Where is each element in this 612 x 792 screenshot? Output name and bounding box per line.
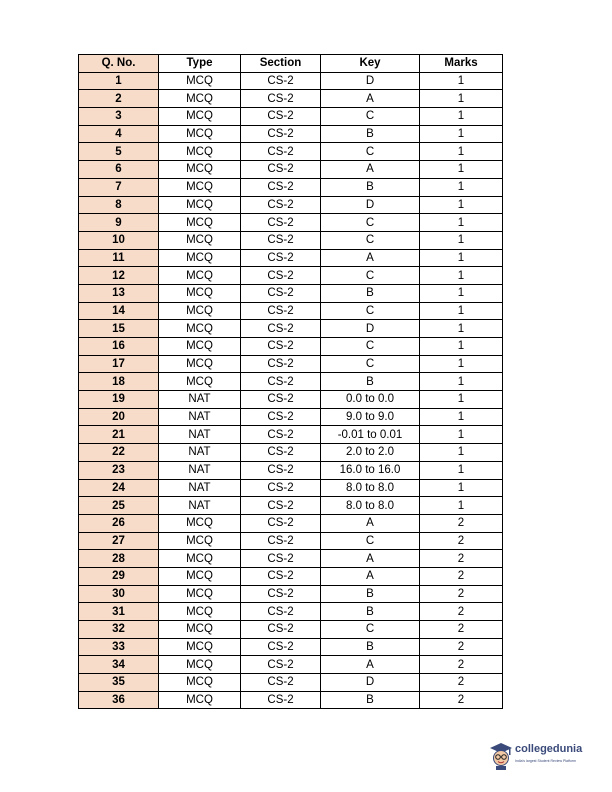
cell-qno: 30 bbox=[79, 585, 159, 603]
cell-type: MCQ bbox=[159, 355, 241, 373]
cell-key: D bbox=[321, 72, 420, 90]
cell-qno: 16 bbox=[79, 338, 159, 356]
cell-section: CS-2 bbox=[241, 638, 321, 656]
cell-qno: 21 bbox=[79, 426, 159, 444]
cell-type: MCQ bbox=[159, 196, 241, 214]
cell-qno: 31 bbox=[79, 603, 159, 621]
table-row bbox=[79, 408, 503, 426]
cell-key: C bbox=[321, 143, 420, 161]
cell-key: C bbox=[321, 355, 420, 373]
cell-marks: 1 bbox=[420, 143, 503, 161]
cell-section: CS-2 bbox=[241, 284, 321, 302]
header-row bbox=[79, 55, 503, 73]
table-row bbox=[79, 267, 503, 285]
cell-type: MCQ bbox=[159, 302, 241, 320]
cell-type: MCQ bbox=[159, 178, 241, 196]
cell-section: CS-2 bbox=[241, 391, 321, 409]
cell-marks: 2 bbox=[420, 674, 503, 692]
cell-marks: 2 bbox=[420, 638, 503, 656]
cell-marks: 2 bbox=[420, 603, 503, 621]
cell-marks: 2 bbox=[420, 514, 503, 532]
cell-type: MCQ bbox=[159, 320, 241, 338]
cell-type: MCQ bbox=[159, 231, 241, 249]
cell-qno: 26 bbox=[79, 514, 159, 532]
table-body bbox=[79, 72, 503, 709]
cell-section: CS-2 bbox=[241, 161, 321, 179]
cell-key: B bbox=[321, 603, 420, 621]
header-qno: Q. No. bbox=[79, 55, 159, 73]
cell-type: MCQ bbox=[159, 514, 241, 532]
cell-qno: 22 bbox=[79, 444, 159, 462]
cell-type: MCQ bbox=[159, 373, 241, 391]
cell-qno: 2 bbox=[79, 90, 159, 108]
table-row bbox=[79, 373, 503, 391]
cell-qno: 32 bbox=[79, 621, 159, 639]
cell-qno: 18 bbox=[79, 373, 159, 391]
cell-marks: 1 bbox=[420, 214, 503, 232]
table-row bbox=[79, 355, 503, 373]
cell-type: MCQ bbox=[159, 567, 241, 585]
cell-type: NAT bbox=[159, 391, 241, 409]
cell-section: CS-2 bbox=[241, 621, 321, 639]
cell-marks: 2 bbox=[420, 691, 503, 709]
cell-marks: 1 bbox=[420, 178, 503, 196]
cell-qno: 15 bbox=[79, 320, 159, 338]
cell-section: CS-2 bbox=[241, 231, 321, 249]
cell-key: B bbox=[321, 125, 420, 143]
cell-marks: 2 bbox=[420, 567, 503, 585]
cell-key: 2.0 to 2.0 bbox=[321, 444, 420, 462]
cell-qno: 28 bbox=[79, 550, 159, 568]
table-row bbox=[79, 108, 503, 126]
cell-section: CS-2 bbox=[241, 338, 321, 356]
header-marks: Marks bbox=[420, 55, 503, 73]
cell-marks: 2 bbox=[420, 656, 503, 674]
cell-type: MCQ bbox=[159, 550, 241, 568]
table-row bbox=[79, 532, 503, 550]
cell-qno: 17 bbox=[79, 355, 159, 373]
cell-type: MCQ bbox=[159, 656, 241, 674]
cell-key: C bbox=[321, 108, 420, 126]
cell-qno: 19 bbox=[79, 391, 159, 409]
cell-qno: 7 bbox=[79, 178, 159, 196]
cell-type: NAT bbox=[159, 444, 241, 462]
cell-key: 8.0 to 8.0 bbox=[321, 479, 420, 497]
cell-type: MCQ bbox=[159, 143, 241, 161]
header-type: Type bbox=[159, 55, 241, 73]
cell-key: C bbox=[321, 231, 420, 249]
table-row bbox=[79, 196, 503, 214]
table-row bbox=[79, 638, 503, 656]
cell-type: MCQ bbox=[159, 267, 241, 285]
cell-key: A bbox=[321, 550, 420, 568]
cell-key: B bbox=[321, 178, 420, 196]
cell-marks: 1 bbox=[420, 302, 503, 320]
table-row bbox=[79, 426, 503, 444]
cell-key: A bbox=[321, 567, 420, 585]
cell-qno: 5 bbox=[79, 143, 159, 161]
cell-key: 0.0 to 0.0 bbox=[321, 391, 420, 409]
cell-key: D bbox=[321, 320, 420, 338]
cell-type: MCQ bbox=[159, 90, 241, 108]
cell-section: CS-2 bbox=[241, 320, 321, 338]
cell-qno: 3 bbox=[79, 108, 159, 126]
header-section: Section bbox=[241, 55, 321, 73]
cell-section: CS-2 bbox=[241, 302, 321, 320]
cell-qno: 36 bbox=[79, 691, 159, 709]
table-row bbox=[79, 214, 503, 232]
cell-type: MCQ bbox=[159, 621, 241, 639]
cell-key: C bbox=[321, 302, 420, 320]
cell-key: A bbox=[321, 161, 420, 179]
cell-type: MCQ bbox=[159, 72, 241, 90]
table-row bbox=[79, 338, 503, 356]
cell-section: CS-2 bbox=[241, 125, 321, 143]
cell-key: -0.01 to 0.01 bbox=[321, 426, 420, 444]
header-key: Key bbox=[321, 55, 420, 73]
cell-key: A bbox=[321, 656, 420, 674]
cell-key: B bbox=[321, 691, 420, 709]
cell-key: C bbox=[321, 338, 420, 356]
cell-marks: 2 bbox=[420, 621, 503, 639]
cell-section: CS-2 bbox=[241, 585, 321, 603]
cell-type: NAT bbox=[159, 479, 241, 497]
table-row bbox=[79, 497, 503, 515]
cell-key: B bbox=[321, 638, 420, 656]
cell-key: A bbox=[321, 90, 420, 108]
cell-section: CS-2 bbox=[241, 267, 321, 285]
cell-qno: 10 bbox=[79, 231, 159, 249]
table-row bbox=[79, 302, 503, 320]
cell-qno: 24 bbox=[79, 479, 159, 497]
cell-section: CS-2 bbox=[241, 603, 321, 621]
cell-type: MCQ bbox=[159, 638, 241, 656]
table-row bbox=[79, 567, 503, 585]
cell-section: CS-2 bbox=[241, 691, 321, 709]
cell-qno: 20 bbox=[79, 408, 159, 426]
cell-qno: 34 bbox=[79, 656, 159, 674]
cell-section: CS-2 bbox=[241, 249, 321, 267]
cell-marks: 1 bbox=[420, 72, 503, 90]
cell-type: MCQ bbox=[159, 214, 241, 232]
cell-type: MCQ bbox=[159, 691, 241, 709]
brand-footer bbox=[488, 738, 598, 772]
cell-marks: 1 bbox=[420, 373, 503, 391]
cell-key: 8.0 to 8.0 bbox=[321, 497, 420, 515]
cell-qno: 8 bbox=[79, 196, 159, 214]
table-row bbox=[79, 585, 503, 603]
cell-section: CS-2 bbox=[241, 373, 321, 391]
cell-qno: 12 bbox=[79, 267, 159, 285]
table-row bbox=[79, 603, 503, 621]
cell-marks: 1 bbox=[420, 426, 503, 444]
cell-type: MCQ bbox=[159, 284, 241, 302]
cell-key: C bbox=[321, 621, 420, 639]
cell-section: CS-2 bbox=[241, 479, 321, 497]
table-row bbox=[79, 90, 503, 108]
cell-section: CS-2 bbox=[241, 674, 321, 692]
cell-marks: 1 bbox=[420, 355, 503, 373]
cell-section: CS-2 bbox=[241, 550, 321, 568]
table-row bbox=[79, 143, 503, 161]
cell-qno: 6 bbox=[79, 161, 159, 179]
table-row bbox=[79, 320, 503, 338]
cell-key: D bbox=[321, 196, 420, 214]
cell-section: CS-2 bbox=[241, 408, 321, 426]
table-row bbox=[79, 249, 503, 267]
cell-section: CS-2 bbox=[241, 108, 321, 126]
cell-key: 16.0 to 16.0 bbox=[321, 461, 420, 479]
cell-section: CS-2 bbox=[241, 72, 321, 90]
table-row bbox=[79, 178, 503, 196]
cell-type: MCQ bbox=[159, 674, 241, 692]
cell-marks: 1 bbox=[420, 249, 503, 267]
cell-marks: 1 bbox=[420, 108, 503, 126]
table-row bbox=[79, 391, 503, 409]
cell-section: CS-2 bbox=[241, 461, 321, 479]
cell-marks: 1 bbox=[420, 284, 503, 302]
table-row bbox=[79, 550, 503, 568]
cell-marks: 1 bbox=[420, 461, 503, 479]
cell-key: B bbox=[321, 373, 420, 391]
cell-qno: 4 bbox=[79, 125, 159, 143]
table-row bbox=[79, 72, 503, 90]
table-row bbox=[79, 674, 503, 692]
cell-key: B bbox=[321, 585, 420, 603]
cell-marks: 1 bbox=[420, 479, 503, 497]
cell-marks: 1 bbox=[420, 231, 503, 249]
cell-type: MCQ bbox=[159, 125, 241, 143]
cell-type: NAT bbox=[159, 461, 241, 479]
table-row bbox=[79, 161, 503, 179]
cell-marks: 1 bbox=[420, 161, 503, 179]
cell-qno: 11 bbox=[79, 249, 159, 267]
cell-type: NAT bbox=[159, 497, 241, 515]
cell-marks: 1 bbox=[420, 444, 503, 462]
cell-type: MCQ bbox=[159, 585, 241, 603]
cell-qno: 29 bbox=[79, 567, 159, 585]
cell-type: MCQ bbox=[159, 532, 241, 550]
answer-key-table bbox=[78, 54, 503, 709]
cell-section: CS-2 bbox=[241, 355, 321, 373]
table-row bbox=[79, 656, 503, 674]
cell-qno: 23 bbox=[79, 461, 159, 479]
cell-marks: 1 bbox=[420, 497, 503, 515]
cell-marks: 1 bbox=[420, 338, 503, 356]
cell-section: CS-2 bbox=[241, 497, 321, 515]
cell-section: CS-2 bbox=[241, 514, 321, 532]
cell-marks: 2 bbox=[420, 550, 503, 568]
cell-section: CS-2 bbox=[241, 444, 321, 462]
cell-qno: 9 bbox=[79, 214, 159, 232]
cell-key: D bbox=[321, 674, 420, 692]
cell-key: 9.0 to 9.0 bbox=[321, 408, 420, 426]
cell-key: B bbox=[321, 284, 420, 302]
cell-section: CS-2 bbox=[241, 656, 321, 674]
cell-type: MCQ bbox=[159, 108, 241, 126]
cell-key: A bbox=[321, 514, 420, 532]
cell-type: NAT bbox=[159, 408, 241, 426]
cell-marks: 1 bbox=[420, 408, 503, 426]
cell-marks: 1 bbox=[420, 267, 503, 285]
table-row bbox=[79, 461, 503, 479]
cell-section: CS-2 bbox=[241, 196, 321, 214]
cell-section: CS-2 bbox=[241, 532, 321, 550]
cell-section: CS-2 bbox=[241, 567, 321, 585]
table-row bbox=[79, 125, 503, 143]
cell-key: A bbox=[321, 249, 420, 267]
cell-key: C bbox=[321, 532, 420, 550]
cell-marks: 2 bbox=[420, 585, 503, 603]
cell-key: C bbox=[321, 214, 420, 232]
table-row bbox=[79, 444, 503, 462]
cell-type: MCQ bbox=[159, 338, 241, 356]
table-row bbox=[79, 231, 503, 249]
cell-type: MCQ bbox=[159, 249, 241, 267]
cell-type: MCQ bbox=[159, 161, 241, 179]
cell-section: CS-2 bbox=[241, 214, 321, 232]
brand-tagline: India's largest Student Review Platform bbox=[515, 759, 576, 763]
cell-section: CS-2 bbox=[241, 143, 321, 161]
cell-qno: 13 bbox=[79, 284, 159, 302]
table-row bbox=[79, 479, 503, 497]
cell-marks: 2 bbox=[420, 532, 503, 550]
cell-qno: 35 bbox=[79, 674, 159, 692]
cell-section: CS-2 bbox=[241, 426, 321, 444]
table-row bbox=[79, 514, 503, 532]
cell-marks: 1 bbox=[420, 391, 503, 409]
graduate-mascot-icon bbox=[488, 740, 514, 770]
cell-type: MCQ bbox=[159, 603, 241, 621]
cell-qno: 33 bbox=[79, 638, 159, 656]
brand-name: collegedunia bbox=[515, 743, 583, 755]
cell-qno: 27 bbox=[79, 532, 159, 550]
table-row bbox=[79, 284, 503, 302]
cell-qno: 1 bbox=[79, 72, 159, 90]
cell-key: C bbox=[321, 267, 420, 285]
table-header bbox=[79, 55, 503, 73]
cell-marks: 1 bbox=[420, 90, 503, 108]
table-row bbox=[79, 691, 503, 709]
table-row bbox=[79, 621, 503, 639]
cell-section: CS-2 bbox=[241, 90, 321, 108]
cell-marks: 1 bbox=[420, 196, 503, 214]
cell-marks: 1 bbox=[420, 125, 503, 143]
cell-qno: 14 bbox=[79, 302, 159, 320]
cell-type: NAT bbox=[159, 426, 241, 444]
cell-marks: 1 bbox=[420, 320, 503, 338]
cell-qno: 25 bbox=[79, 497, 159, 515]
cell-section: CS-2 bbox=[241, 178, 321, 196]
